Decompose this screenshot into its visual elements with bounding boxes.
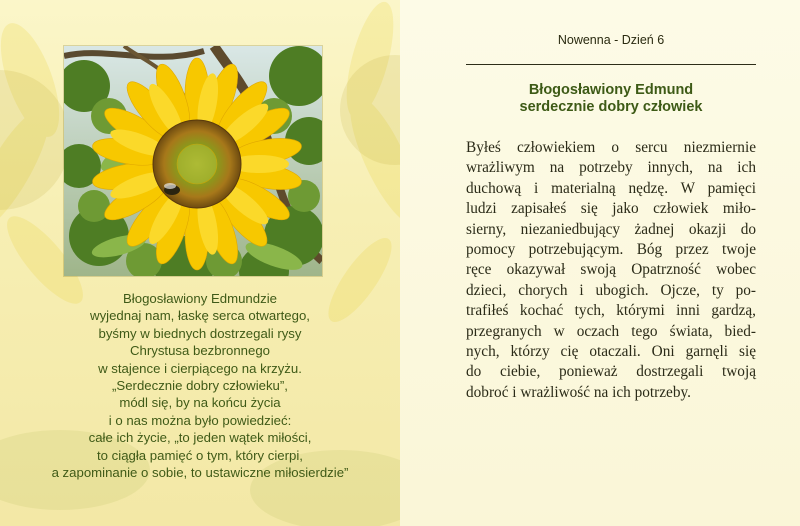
prayer-line: w stajence i cierpiącego na krzyżu. [98,360,302,376]
body-line: nych, którzy cię otaczali. Oni garnęli się [466,343,756,361]
body-line: pomocy potrzebującym. Bóg przez twoje [466,241,756,259]
prayer-line: byśmy w biednych dostrzegali rysy [98,325,302,341]
prayer-line: wyjednaj nam, łaskę serca otwartego, [90,308,310,324]
prayer-line: „Serdecznie dobry człowieku”, [112,378,288,394]
body-line: ludzi zapisałeś się jako człowiek miło- [466,200,756,218]
body-line: trafiłeś kochać tych, którymi inni gardzą, [466,302,756,320]
body-line: ręce okazywał swoją Opatrzność wobec [466,261,756,279]
sunflower-photo [64,46,322,276]
body-line: wrażliwym na potrzeby innych, na ich [466,159,756,177]
novena-day-header: Nowenna - Dzień 6 [557,33,665,47]
prayer-line: Chrystusa bezbronnego [129,343,271,359]
body-line: do ciebie, ponieważ dostrzegali twoją [466,363,756,381]
prayer-line: Błogosławiony Edmundzie [123,291,277,306]
body-line: Byłeś człowiekiem o sercu niezmiernie [466,139,756,156]
title-line-2: serdecznie dobry człowiek [519,99,703,115]
prayer-line: módl się, by na końcu życia [119,395,281,411]
prayer-line: całe ich życie, „to jeden wątek miłości, [88,430,312,446]
body-line: duchową i materialną nędzę. W pamięci [466,179,756,197]
body-line: przegranych w oczach tego świata, bied- [466,322,756,340]
prayer-line: to ciągła pamięć o tym, który cierpi, [97,447,303,463]
prayer-line: a zapominanie o sobie, to ustawiczne miłosierdzie” [51,465,349,481]
prayer-text [0,290,400,481]
body-line: sierny, niezaniedbujący żadnej okazji do [466,220,756,238]
body-line: dzieci, chorych i ubogich. Ojcze, ty po- [466,281,756,299]
header-divider [466,64,756,65]
page-title [466,82,756,116]
body-line: dobroć i wrażliwość na ich potrzeby. [466,383,691,401]
prayer-line: i o nas można było powiedzieć: [108,412,292,428]
title-line-1: Błogosławiony Edmund [528,82,694,98]
sunflower-icon [64,46,322,276]
meditation-text [466,138,756,403]
